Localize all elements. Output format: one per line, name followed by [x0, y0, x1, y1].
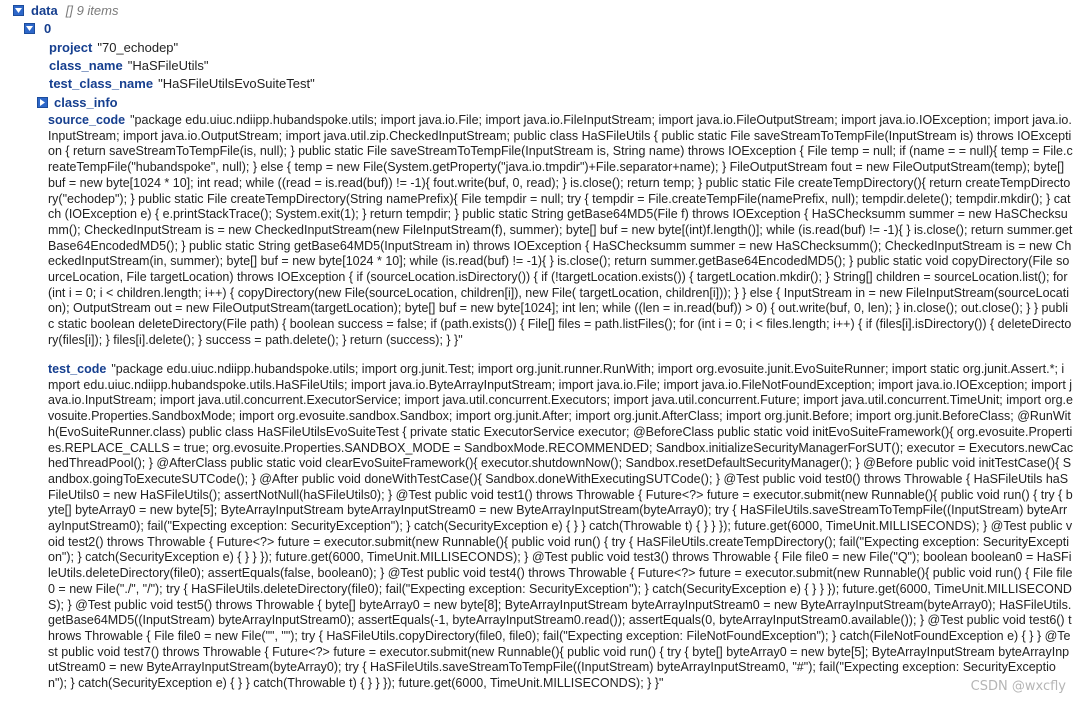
field-test-code [48, 362, 1074, 692]
node-meta: [] 9 items [65, 2, 119, 18]
node-key-class-info: class_info [54, 94, 118, 110]
field-value-test-class-name: "HaSFileUtilsEvoSuiteTest" [158, 75, 315, 91]
node-key-data: data [31, 2, 58, 18]
field-value-class-name: "HaSFileUtils" [127, 57, 209, 73]
field-key-project: project [49, 39, 93, 55]
field-key-test-class-name: test_class_name [49, 75, 154, 91]
node-key-0: 0 [44, 20, 52, 36]
field-value-test-code: "package edu.uiuc.ndiipp.hubandspoke.utils; import org.junit.Test; import org.junit.runner.RunWith; import org.evosuite.junit.EvoSuiteRunner; import static org.junit.Assert.*; import edu.uiuc.ndiipp.hubandspoke.utils.HaSFileUtils; import java.io.ByteArrayInputStream; import java.io.File; import java.io.FileNotFoundException; import java.io.IOException; import java.io.InputStream; import java.util.concurrent.ExecutorService; import java.util.concurrent.Executors; import java.util.concurrent.Future; import java.util.concurrent.TimeUnit; import org.evosuite.Properties.SandboxMode; import org.evosuite.sandbox.Sandbox; import org.junit.After; import org.junit.AfterClass; import org.junit.Before; import org.junit.BeforeClass; @RunWith(EvoSuiteRunner.class) public class HaSFileUtilsEvoSuiteTest { private static ExecutorService executor; @BeforeClass public static void initEvoSuiteFramework(){ org.evosuite.Properties.REPLACE_CALLS = true; org.evosuite.Properties.SANDBOX_MODE = SandboxMode.RECOMMENDED; Sandbox.initializeSecurityManagerForSUT(); executor = Executors.newCachedThreadPool(); } @AfterClass public static void clearEvoSuiteFramework(){ executor.shutdownNow(); Sandbox.resetDefaultSecurityManager(); } @Before public void initTestCase(){ Sandbox.goingToExecuteSUTCode(); } @After public void doneWithTestCase(){ Sandbox.doneWithExecutingSUTCode(); } @Test public void test0() throws Throwable { HaSFileUtils haSFileUtils0 = new HaSFileUtils(); assertNotNull(haSFileUtils0); } @Test public void test1() throws Throwable { Future<?> future = executor.submit(new Runnable(){ public void run() { try { byte[] byteArray0 = new byte[5]; ByteArrayInputStream byteArrayInputStream0 = new ByteArrayInputStream(byteArray0); try { HaSFileUtils.saveStreamToTempFile((InputStream) byteArrayInputStream0); fail("Expecting exception: SecurityException"); } catch(SecurityException e) { } } catch(Throwable t) { } } }); future.get(6000, TimeUnit.MILLISECONDS); } @Test public void test2() throws Throwable { Future<?> future = executor.submit(new Runnable(){ public void run() { try { HaSFileUtils.createTempDirectory(); fail("Expecting exception: SecurityException"); } catch(SecurityException e) { } } }); future.get(6000, TimeUnit.MILLISECONDS); } @Test public void test3() throws Throwable { File file0 = new File("Q"); boolean boolean0 = HaSFileUtils.deleteDirectory(file0); assertEquals(false, boolean0); } @Test public void test4() throws Throwable { Future<?> future = executor.submit(new Runnable(){ public void run() { File file0 = new File("./", "/"); try { HaSFileUtils.deleteDirectory(file0); fail("Expecting exception: SecurityException"); } catch(SecurityException e) { } } }); future.get(6000, TimeUnit.MILLISECONDS); } @Test public void test5() throws Throwable { byte[] byteArray0 = new byte[8]; ByteArrayInputStream byteArrayInputStream0 = new ByteArrayInputStream(byteArray0); HaSFileUtils.getBase64MD5((InputStream) byteArrayInputStream0); assertEquals(-1, byteArrayInputStream0.read()); assertEquals(0, byteArrayInputStream0.available()); } @Test public void test6() throws Throwable { File file0 = new File("", ""); try { HaSFileUtils.copyDirectory(file0, file0); fail("Expecting exception: FileNotFoundException"); } catch(FileNotFoundException e) { } } @Test public void test7() throws Throwable { Future<?> future = executor.submit(new Runnable(){ public void run() { try { byte[] byteArray0 = new byte[5]; ByteArrayInputStream byteArrayInputStream0 = new ByteArrayInputStream(byteArray0); try { HaSFileUtils.saveStreamToTempFile((InputStream) byteArrayInputStream0, "#"); fail("Expecting exception: SecurityException"); } catch(SecurityException e) { } } catch(Throwable t) { } } }); future.get(6000, TimeUnit.MILLISECONDS); } }" [48, 362, 1074, 691]
collapse-toggle-icon[interactable] [13, 5, 24, 16]
tree-node-data [0, 0, 1080, 20]
tree-node-class-info[interactable] [0, 92, 1080, 112]
field-test-class-name [0, 73, 1080, 93]
field-class-name [0, 55, 1080, 75]
tree-node-0 [0, 18, 1080, 38]
field-project [0, 37, 1080, 57]
field-value-source-code: "package edu.uiuc.ndiipp.hubandspoke.utils; import java.io.File; import java.io.FileInputStream; import java.io.FileOutputStream; import java.io.IOException; import java.io.InputStream; import java.io.OutputStream; import java.util.zip.CheckedInputStream; public class HaSFileUtils { public static File saveStreamToTempFile(InputStream is) throws IOException { return saveStreamToTempFile(is, null); } public static File saveStreamToTempFile(InputStream is, String name) throws IOException { File temp = null; if (name = = null){ temp = File.createTempFile("hubandspoke", null); } else { temp = new File(System.getProperty("java.io.tmpdir")+File.separator+name); } FileOutputStream fout = new FileOutputStream(temp); byte[] buf = new byte[1024 * 10]; int read; while ((read = is.read(buf)) != -1){ fout.write(buf, 0, read); } is.close(); return temp; } public static File createTempDirectory(){ return createTempDirectory("echodep"); } public static File createTempDirectory(String namePrefix){ File tempdir = null; try { tempdir = File.createTempFile(namePrefix, null); tempdir.delete(); tempdir.mkdir(); } catch (IOException e) { e.printStackTrace(); System.exit(1); } return tempdir; } public static String getBase64MD5(File f) throws IOException { HaSChecksumm summer = new HaSChecksumm(); CheckedInputStream is = new CheckedInputStream(new FileInputStream(f), summer); byte[] buf = new byte[(int)f.length()]; while (is.read(buf) != -1){ } is.close(); return summer.getBase64EncodedMD5(); } public static String getBase64MD5(InputStream in) throws IOException { HaSChecksumm summer = new HaSChecksumm(); CheckedInputStream is = new CheckedInputStream(in, summer); byte[] buf = new byte[1024 * 10]; while (is.read(buf) != -1){ } is.close(); return summer.getBase64EncodedMD5(); } public static void copyDirectory(File sourceLocation, File targetLocation) throws IOException { if (sourceLocation.isDirectory()) { if (!targetLocation.exists()) { targetLocation.mkdir(); } String[] children = sourceLocation.list(); for (int i = 0; i < children.length; i++) { copyDirectory(new File(sourceLocation, children[i]), new File( targetLocation, children[i])); } } else { InputStream in = new FileInputStream(sourceLocation); OutputStream out = new FileOutputStream(targetLocation); byte[] buf = new byte[1024]; int len; while ((len = in.read(buf)) > 0) { out.write(buf, 0, len); } in.close(); out.close(); } } public static boolean deleteDirectory(File path) { boolean success = false; if (path.exists()) { File[] files = path.listFiles(); for (int i = 0; i < files.length; i++) { if (files[i].isDirectory()) { deleteDirectory(files[i]); } files[i].delete(); } success = path.delete(); } return (success); } }" [48, 113, 1073, 347]
field-key-test-code: test_code [48, 362, 107, 376]
field-key-source-code: source_code [48, 113, 126, 127]
field-value-project: "70_echodep" [97, 39, 179, 55]
collapse-toggle-icon[interactable] [24, 23, 35, 34]
field-key-class-name: class_name [49, 57, 123, 73]
field-source-code [48, 113, 1074, 349]
expand-toggle-icon[interactable] [37, 97, 48, 108]
watermark: CSDN @wxcfly [970, 679, 1066, 694]
